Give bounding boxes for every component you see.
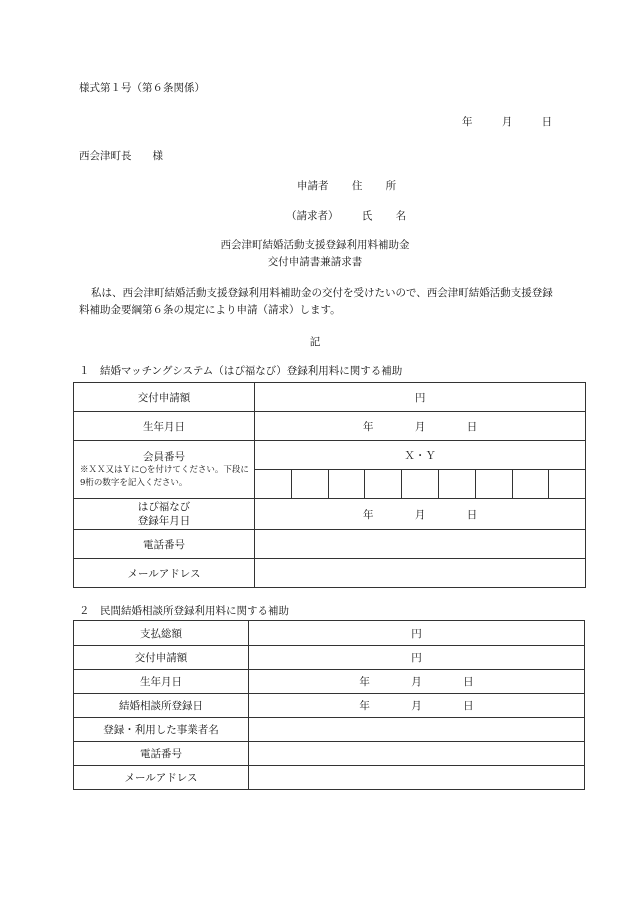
- email-field[interactable]: [255, 559, 586, 588]
- registration-date-label-cell: [74, 499, 255, 530]
- total-paid-label: 支払総額: [74, 621, 249, 646]
- section1-heading: １ 結婚マッチングシステム（はぴ福なび）登録利用料に関する補助: [79, 365, 403, 377]
- member-number-note: ※ＸＸ又はＹに○を付けてください。下段に9桁の数字を記入ください。: [80, 464, 249, 488]
- form-number: 様式第１号（第６条関係）: [79, 82, 205, 94]
- document-title: [0, 237, 630, 271]
- table-row: [74, 499, 586, 530]
- email-label-2: メールアドレス: [74, 766, 249, 790]
- table-row: [74, 383, 586, 412]
- table-row: [74, 766, 585, 790]
- table-row: [74, 412, 586, 441]
- ki-marker: 記: [309, 336, 321, 348]
- member-digit-4[interactable]: [365, 470, 402, 499]
- member-digit-1[interactable]: [255, 470, 292, 499]
- email-field-2[interactable]: [249, 766, 585, 790]
- member-digit-2[interactable]: [291, 470, 328, 499]
- member-digit-6[interactable]: [438, 470, 475, 499]
- table-row: [74, 694, 585, 718]
- grant-amount-label: 交付申請額: [74, 383, 255, 412]
- agency-registration-label: 結婚相談所登録日: [74, 694, 249, 718]
- business-name-label: 登録・利用した事業者名: [74, 718, 249, 742]
- phone-field-2[interactable]: [249, 742, 585, 766]
- applicant-address-label: 申請者 住 所: [297, 180, 397, 192]
- member-digit-3[interactable]: [328, 470, 365, 499]
- phone-label-2: 電話番号: [74, 742, 249, 766]
- document-title-line2: 交付申請書兼請求書: [267, 256, 363, 268]
- member-digit-8[interactable]: [512, 470, 549, 499]
- registration-date-label-line1: はぴ福なび: [137, 501, 191, 513]
- date-line: 年 月 日: [462, 116, 553, 128]
- section2-heading: ２ 民間結婚相談所登録利用料に関する補助: [79, 605, 289, 617]
- member-digit-5[interactable]: [402, 470, 439, 499]
- phone-field[interactable]: [255, 530, 586, 559]
- grant-amount-label-2: 交付申請額: [74, 646, 249, 670]
- birthdate-label-2: 生年月日: [74, 670, 249, 694]
- table-row: [74, 559, 586, 588]
- document-title-line1: 西会津町結婚活動支援登録利用料補助金: [220, 239, 410, 251]
- member-number-label: 会員番号: [143, 450, 185, 463]
- registration-date-label-line2: 登録年月日: [137, 515, 191, 527]
- birthdate-field-2[interactable]: 年 月 日: [249, 670, 585, 694]
- member-digit-7[interactable]: [475, 470, 512, 499]
- table-row: [74, 621, 585, 646]
- business-name-field[interactable]: [249, 718, 585, 742]
- table-row: [74, 742, 585, 766]
- table-row: [74, 441, 586, 470]
- member-number-label-cell: [74, 441, 255, 499]
- grant-amount-field-2[interactable]: 円: [249, 646, 585, 670]
- registration-date-field[interactable]: 年 月 日: [255, 499, 586, 530]
- grant-amount-field[interactable]: 円: [255, 383, 586, 412]
- section2-table: [73, 620, 585, 790]
- phone-label: 電話番号: [74, 530, 255, 559]
- table-row: [74, 670, 585, 694]
- member-digit-9[interactable]: [549, 470, 586, 499]
- birthdate-field[interactable]: 年 月 日: [255, 412, 586, 441]
- table-row: [74, 718, 585, 742]
- agency-registration-field[interactable]: 年 月 日: [249, 694, 585, 718]
- email-label: メールアドレス: [74, 559, 255, 588]
- section1-table: [73, 382, 586, 588]
- addressee: 西会津町長 様: [79, 150, 163, 162]
- applicant-name-label: （請求者） 氏 名: [286, 210, 407, 222]
- table-row: [74, 530, 586, 559]
- birthdate-label: 生年月日: [74, 412, 255, 441]
- table-row: [74, 646, 585, 670]
- member-type-field[interactable]: Ｘ・Ｙ: [255, 441, 586, 470]
- total-paid-field[interactable]: 円: [249, 621, 585, 646]
- application-statement: 私は、西会津町結婚活動支援登録利用料補助金の交付を受けたいので、西会津町結婚活動支援登録料補助金要綱第６条の規定により申請（請求）します。: [79, 287, 553, 316]
